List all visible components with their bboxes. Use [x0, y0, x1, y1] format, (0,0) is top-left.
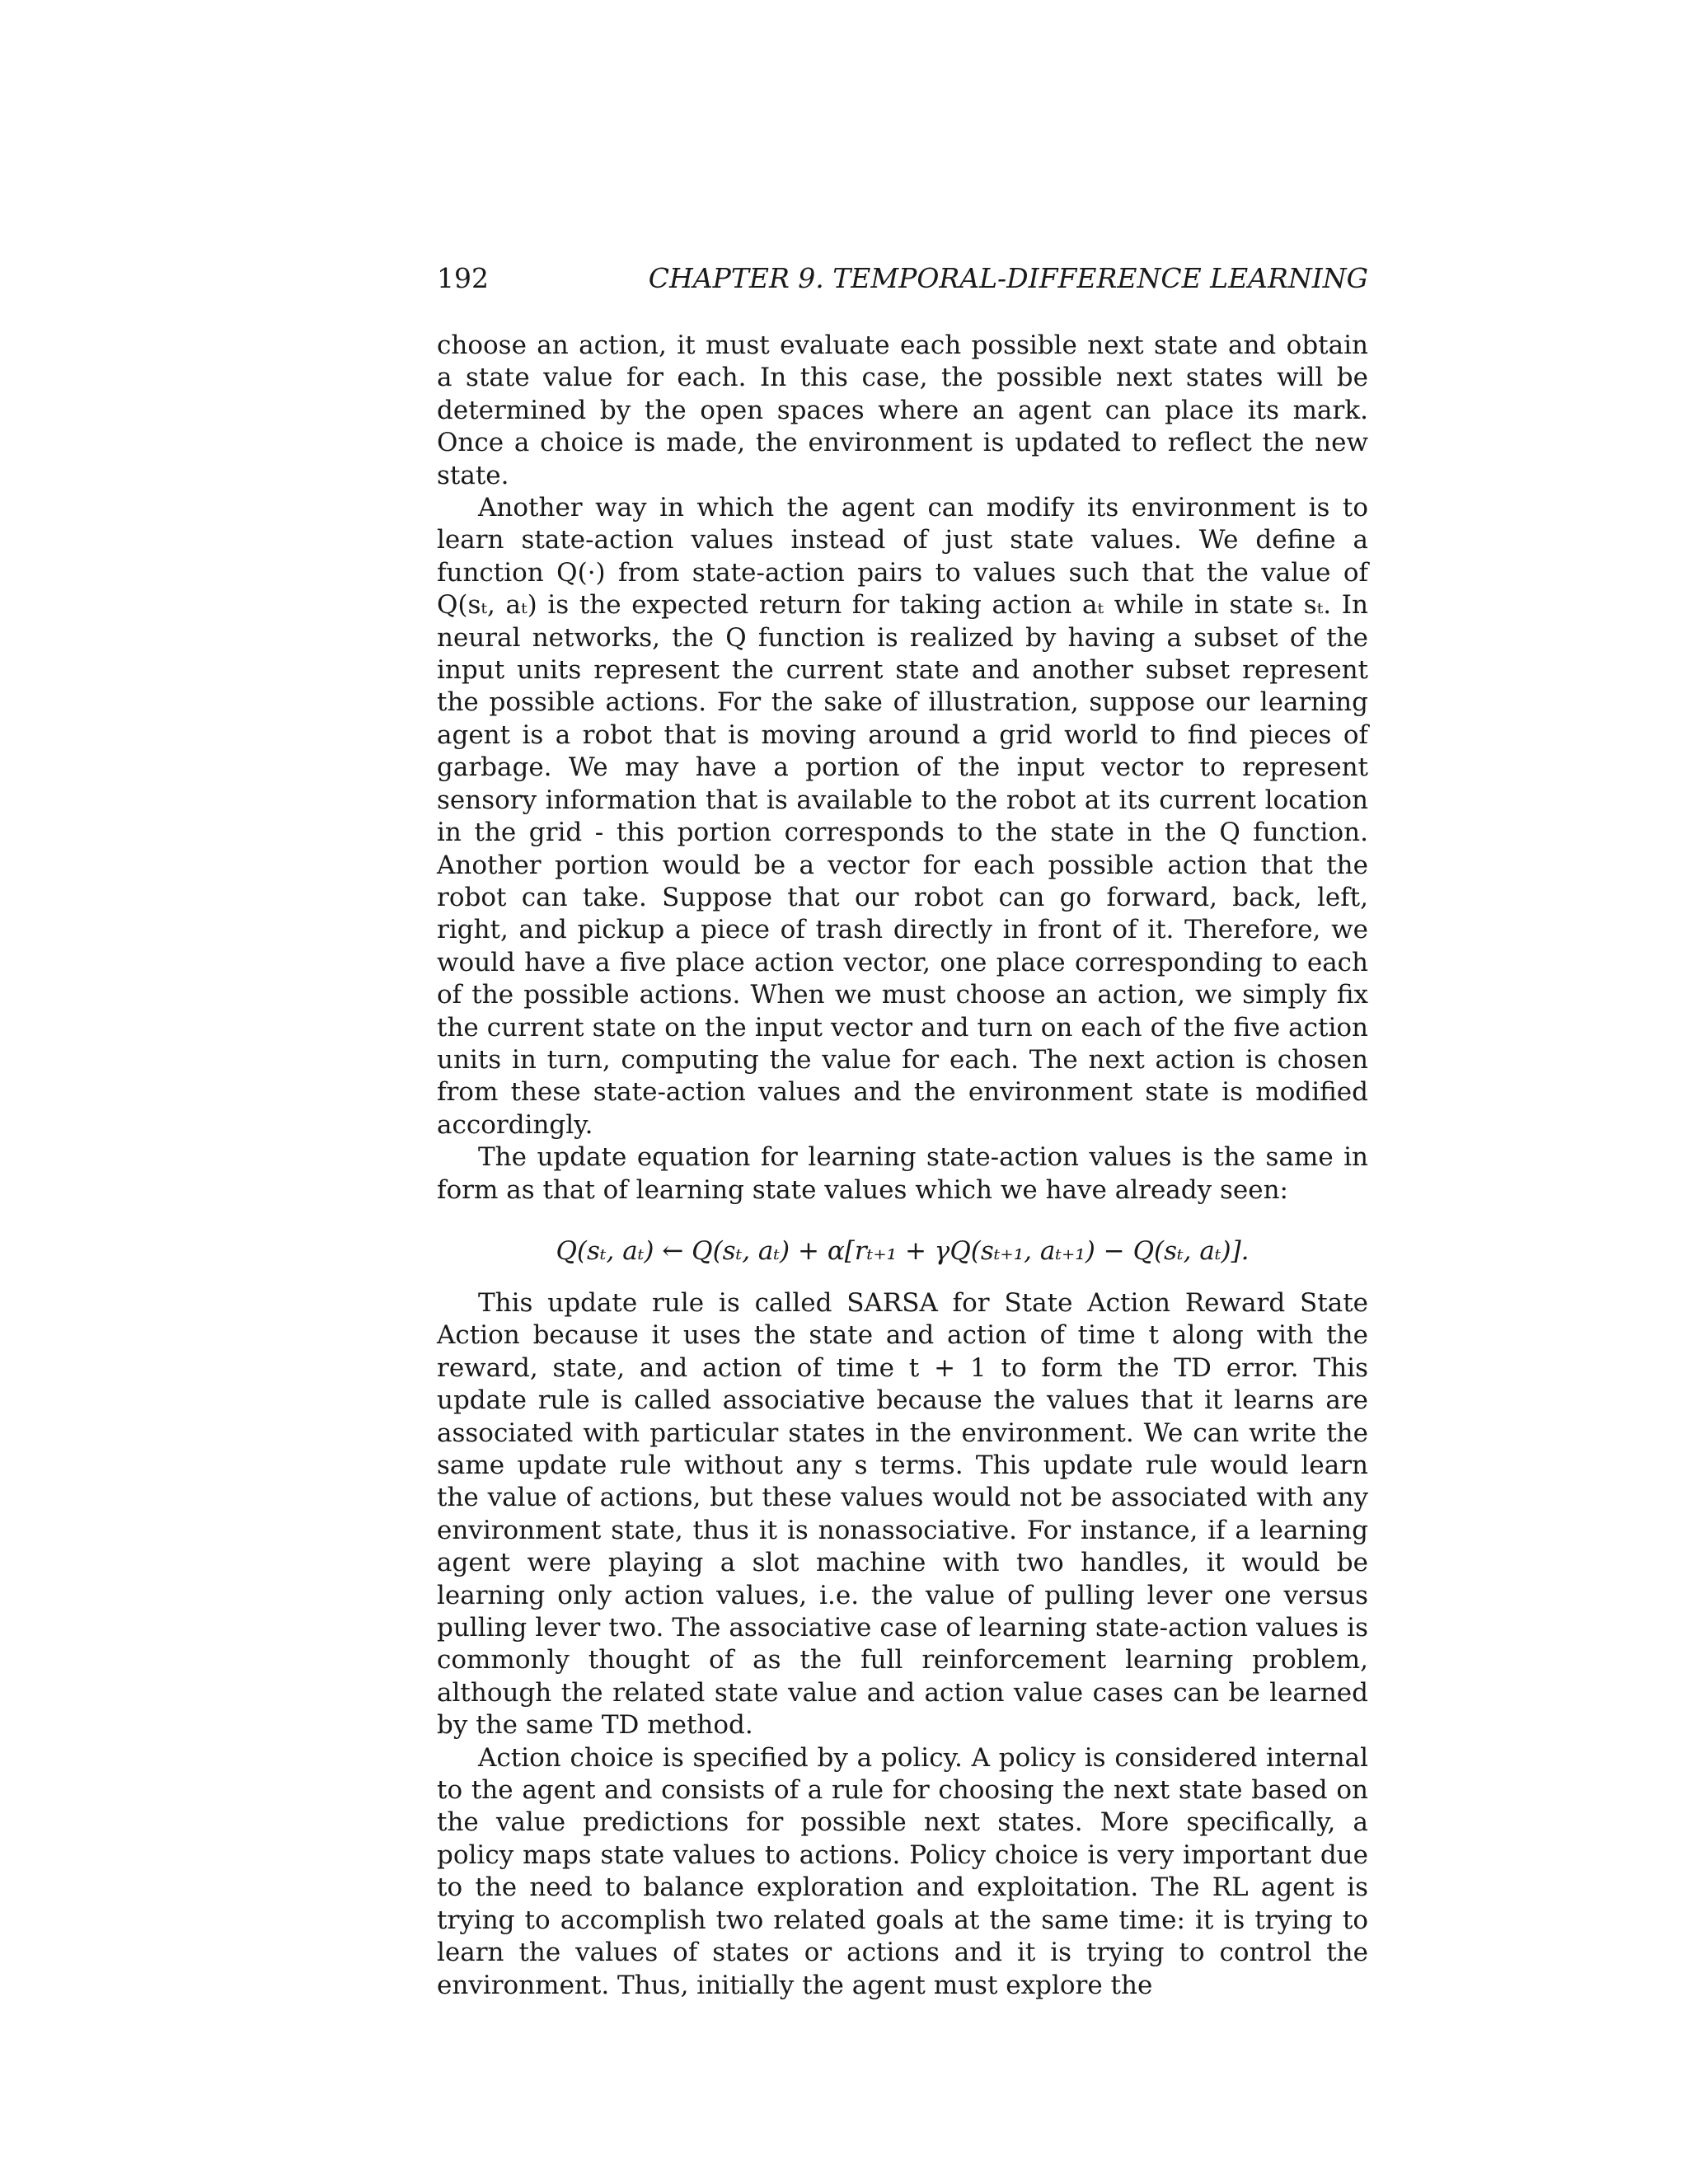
chapter-title: CHAPTER 9. TEMPORAL-DIFFERENCE LEARNING	[648, 262, 1368, 294]
paragraph-2: Another way in which the agent can modify its environment is to learn state-action values instead of just state values. We define a function Q(·) from state-action pairs to values such that the value of Q(sₜ, aₜ) is the expected return for taking action aₜ while in state sₜ. In neural networks, the Q function is realized by having a subset of the input units represent the current state and another subset represent the possible actions. For the sake of illustration, suppose our learning agent is a robot that is moving around a grid world to find pieces of garbage. We may have a portion of the input vector to represent sensory information that is available to the robot at its current location in the grid - this portion corresponds to the state in the Q function. Another portion would be a vector for each possible action that the robot can take. Suppose that our robot can go forward, back, left, right, and pickup a piece of trash directly in front of it. Therefore, we would have a five place action vector, one place corresponding to each of the possible actions. When we must choose an action, we simply fix the current state on the input vector and turn on each of the five action units in turn, computing the value for each. The next action is chosen from these state-action values and the environment state is modified accordingly.	[437, 493, 1368, 1140]
paragraph-3: The update equation for learning state-action values is the same in form as that of learning state values which we have already seen:	[437, 1142, 1368, 1205]
paragraph-1: choose an action, it must evaluate each possible next state and obtain a state value for each. In this case, the possible next states will be determined by the open spaces where an agent can place its mark. Once a choice is made, the environment is updated to reflect the new state.	[437, 330, 1368, 490]
body-text	[437, 330, 1368, 2002]
book-page	[437, 262, 1368, 2002]
paragraph-5: Action choice is specified by a policy. A policy is considered internal to the agent and consists of a rule for choosing the next state based on the value predictions for possible next states. More specifically, a policy maps state values to actions. Policy choice is very important due to the need to balance exploration and exploitation. The RL agent is trying to accomplish two related goals at the same time: it is trying to learn the values of states or actions and it is trying to control the environment. Thus, initially the agent must explore the	[437, 1742, 1368, 2000]
running-head	[437, 262, 1368, 295]
paragraph-4: This update rule is called SARSA for State Action Reward State Action because it uses the state and action of time t along with the reward, state, and action of time t + 1 to form the TD error. This update rule is called associative because the values that it learns are associated with particular states in the environment. We can write the same update rule without any s terms. This update rule would learn the value of actions, but these values would not be associated with any environment state, thus it is nonassociative. For instance, if a learning agent were playing a slot machine with two handles, it would be learning only action values, i.e. the value of pulling lever one versus pulling lever two. The associative case of learning state-action values is commonly thought of as the full reinforcement learning problem, although the related state value and action value cases can be learned by the same TD method.	[437, 1287, 1368, 1741]
sarsa-equation: Q(sₜ, aₜ) ← Q(sₜ, aₜ) + α[rₜ₊₁ + γQ(sₜ₊₁, aₜ₊₁) − Q(sₜ, aₜ)].	[556, 1235, 1250, 1266]
page-number: 192	[437, 262, 489, 294]
